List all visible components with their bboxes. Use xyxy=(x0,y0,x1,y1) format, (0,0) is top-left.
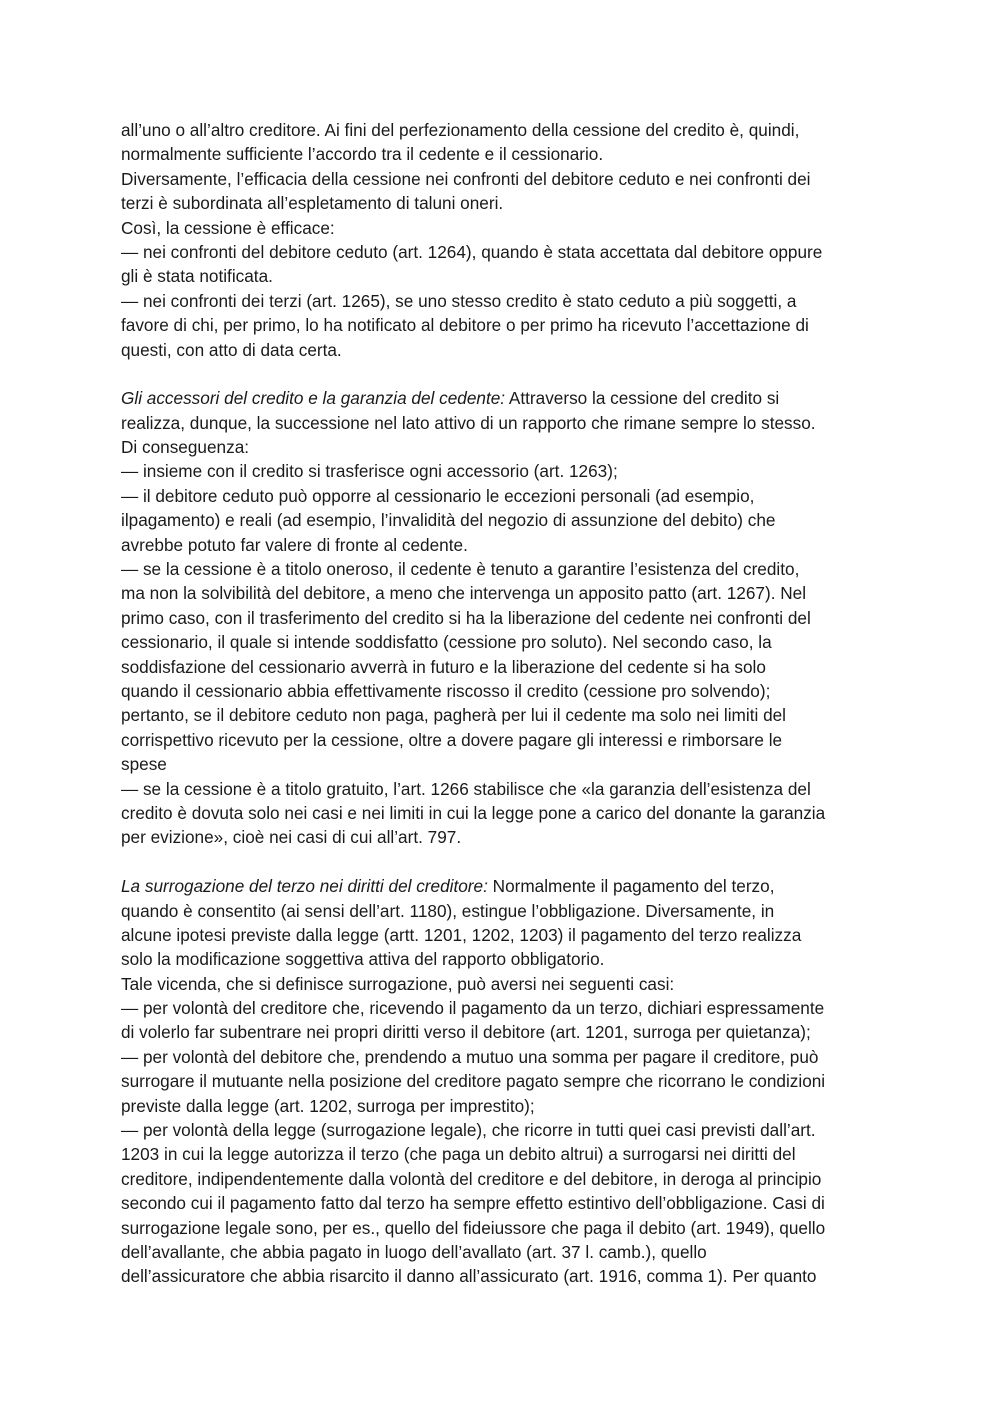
text-line: gli è stata notificata. xyxy=(121,266,273,287)
text-line: Di conseguenza: xyxy=(121,437,250,458)
text-line: — nei confronti dei terzi (art. 1265), se uno stesso credito è stato ceduto a più soggetti, a xyxy=(121,290,797,311)
text-line: soddisfazione del cessionario avverrà in futuro e la liberazione del cedente si ha solo xyxy=(121,656,766,677)
text-line: Diversamente, l’efficacia della cessione nei confronti del debitore ceduto e nei confronti dei xyxy=(121,168,811,189)
text-line: solo la modificazione soggettiva attiva del rapporto obbligatorio. xyxy=(121,949,605,970)
text-line: all’uno o all’altro creditore. Ai fini del perfezionamento della cessione del credito è, quindi, xyxy=(121,120,800,140)
text-line: corrispettivo ricevuto per la cessione, oltre a dovere pagare gli interessi e rimborsare le xyxy=(121,729,783,750)
text-line: Così, la cessione è efficace: xyxy=(121,217,335,238)
body-text xyxy=(121,118,886,1289)
text-line: terzi è subordinata all’espletamento di taluni oneri. xyxy=(121,193,504,214)
text-line: credito è dovuta solo nei casi e nei limiti in cui la legge pone a carico del donante la garanzia xyxy=(121,802,826,823)
text-line: favore di chi, per primo, lo ha notificato al debitore o per primo ha ricevuto l’accettazione di xyxy=(121,315,809,336)
section-heading-surrogazione: La surrogazione del terzo nei diritti del creditore: xyxy=(121,876,488,897)
text-line: ilpagamento) e reali (ad esempio, l’invalidità del negozio di assunzione del debito) che xyxy=(121,510,776,531)
paragraph-gap xyxy=(121,850,886,874)
text-line: surrogazione legale sono, per es., quello del fideiussore che paga il debito (art. 1949), quello xyxy=(121,1217,826,1238)
text-line: per evizione», cioè nei casi di cui all’art. 797. xyxy=(121,827,462,848)
text-run: Normalmente il pagamento del terzo, xyxy=(487,876,775,897)
text-line: — per volontà del debitore che, prendendo a mutuo una somma per pagare il creditore, può xyxy=(121,1046,819,1067)
text-line: — per volontà del creditore che, ricevendo il pagamento da un terzo, dichiari espressamente xyxy=(121,998,825,1019)
text-line: primo caso, con il trasferimento del credito si ha la liberazione del cedente nei confronti del xyxy=(121,607,811,628)
text-line: Tale vicenda, che si definisce surrogazione, può aversi nei seguenti casi: xyxy=(121,973,675,994)
text-line: ma non la solvibilità del debitore, a meno che intervenga un apposito patto (art. 1267). Nel xyxy=(121,583,807,604)
text-line: surrogare il mutuante nella posizione del creditore pagato sempre che ricorrano le condizioni xyxy=(121,1071,826,1092)
text-line: pertanto, se il debitore ceduto non paga, pagherà per lui il cedente ma solo nei limiti del xyxy=(121,705,787,726)
text-line: quando il cessionario abbia effettivamente riscosso il credito (cessione pro solvendo); xyxy=(121,680,771,701)
text-line: — se la cessione è a titolo gratuito, l’art. 1266 stabilisce che «la garanzia dell’esistenza del xyxy=(121,778,811,799)
text-line: — il debitore ceduto può opporre al cessionario le eccezioni personali (ad esempio, xyxy=(121,485,755,506)
text-line: secondo cui il pagamento fatto dal terzo ha sempre effetto estintivo dell’obbligazione. Casi di xyxy=(121,1193,825,1214)
text-line: — nei confronti del debitore ceduto (art. 1264), quando è stata accettata dal debitore oppure xyxy=(121,241,823,262)
text-line: previste dalla legge (art. 1202, surroga per imprestito); xyxy=(121,1095,535,1116)
text-line: — insieme con il credito si trasferisce ogni accessorio (art. 1263); xyxy=(121,461,618,482)
text-run: Attraverso la cessione del credito si xyxy=(505,388,780,409)
text-line: normalmente sufficiente l’accordo tra il cedente e il cessionario. xyxy=(121,144,604,165)
text-line: — per volontà della legge (surrogazione legale), che ricorre in tutti quei casi previsti dall’art. xyxy=(121,1120,816,1141)
text-line xyxy=(121,386,886,410)
text-line: avrebbe potuto far valere di fronte al cedente. xyxy=(121,534,468,555)
text-line: dell’assicuratore che abbia risarcito il danno all’assicurato (art. 1916, comma 1). Per quanto xyxy=(121,1266,817,1287)
text-line xyxy=(121,874,886,898)
text-line: 1203 in cui la legge autorizza il terzo (che paga un debito altrui) a surrogarsi nei diritti del xyxy=(121,1144,796,1165)
text-line: dell’avallante, che abbia pagato in luogo dell’avallato (art. 37 l. camb.), quello xyxy=(121,1241,707,1262)
text-line: alcune ipotesi previste dalla legge (artt. 1201, 1202, 1203) il pagamento del terzo realizza xyxy=(121,924,802,945)
text-line: cessionario, il quale si intende soddisfatto (cessione pro soluto). Nel secondo caso, la xyxy=(121,632,772,653)
text-line: realizza, dunque, la successione nel lato attivo di un rapporto che rimane sempre lo stesso. xyxy=(121,412,816,433)
text-line: quando è consentito (ai sensi dell’art. 1180), estingue l’obbligazione. Diversamente, in xyxy=(121,900,775,921)
text-line: questi, con atto di data certa. xyxy=(121,339,342,360)
text-line: — se la cessione è a titolo oneroso, il cedente è tenuto a garantire l’esistenza del credito, xyxy=(121,559,800,580)
text-line: creditore, indipendentemente dalla volontà del creditore e del debitore, in deroga al principio xyxy=(121,1168,822,1189)
section-heading-accessori: Gli accessori del credito e la garanzia del cedente: xyxy=(121,388,506,409)
paragraph-gap xyxy=(121,362,886,386)
text-line: di volerlo far subentrare nei propri diritti verso il debitore (art. 1201, surroga per quietanza); xyxy=(121,1022,811,1043)
text-line: spese xyxy=(121,754,167,775)
